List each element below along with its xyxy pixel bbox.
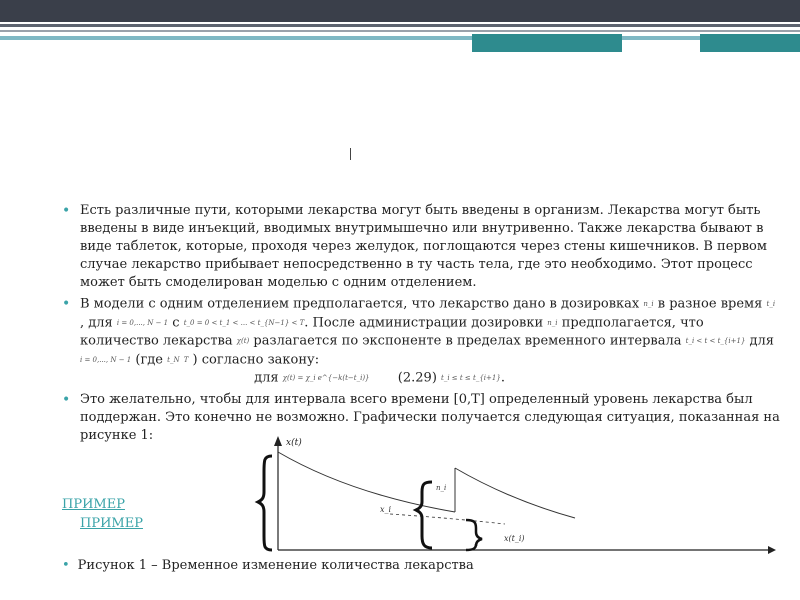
decay-curve-2: [455, 468, 575, 518]
text-fragment: предполагается, что количество лекарства: [80, 315, 704, 349]
paragraph-text: Это желательно, чтобы для интервала всего времени [0,T] определенный уровень лекарства был поддержан. Это конечно не возможно. Графически получается следующая ситуация, показанная на рисунке 1:: [80, 391, 780, 443]
text-fragment: разлагается по экспоненте в пределах временного интервала: [253, 333, 682, 349]
teal-decor-block-right: [700, 34, 800, 52]
top-decor-line-thin: [0, 30, 800, 32]
x-i-label: x_i: [380, 505, 392, 514]
bullet-paragraph-1: [62, 202, 782, 292]
text-fragment: ) согласно закону:: [192, 352, 320, 367]
figure-caption: [62, 558, 474, 573]
bullet-dot-icon: •: [62, 558, 70, 573]
teal-decor-block-left: [472, 34, 622, 52]
text-fragment: В модели с одним отделением предполагается, что лекарство дано в дозировках: [80, 296, 640, 312]
formula-image: t_0 = 0 < t_1 < ... < t_{N−1} < T: [183, 318, 305, 327]
threshold-dashed-line: [390, 514, 505, 524]
dose-brace-icon: [416, 482, 432, 548]
formula-image: i = 0,..., N − 1: [80, 355, 132, 364]
text-fragment: для: [749, 333, 775, 349]
teal-decor-strip: [0, 36, 800, 40]
formula-image: t_i: [766, 300, 776, 308]
example-link-2[interactable]: ПРИМЕР: [80, 516, 143, 531]
text-fragment: .: [500, 370, 505, 386]
formula-image: χ(t): [236, 337, 250, 345]
top-decor-line: [0, 24, 800, 27]
formula-image: n_i: [547, 318, 558, 327]
slide-content: [62, 202, 782, 448]
bullet-dot-icon: •: [62, 296, 71, 312]
formula-image: t_N: [167, 355, 180, 364]
text-fragment: с: [172, 315, 180, 330]
example-link-1[interactable]: ПРИМЕР: [62, 497, 125, 512]
formula-image: t_i < t < t_{i+1}: [685, 337, 746, 345]
right-brace-icon: [466, 520, 482, 550]
formula-image: χ(t) = χ_i e^{−k(t−t_i)}: [282, 374, 370, 382]
y-axis-arrow-icon: [274, 436, 282, 446]
top-decor-bar: [0, 0, 800, 22]
bullet-paragraph-2: [62, 295, 782, 388]
x-axis-arrow-icon: [768, 546, 776, 554]
formula-image: i = 0,..., N − 1: [116, 318, 169, 327]
text-fragment: в разное время: [657, 296, 763, 312]
formula-image: n_i: [643, 300, 654, 308]
bullet-dot-icon: •: [62, 391, 71, 408]
y-axis-label: x(t): [286, 438, 302, 448]
text-fragment: (где: [135, 352, 163, 367]
left-brace-icon: [258, 456, 272, 550]
cursor-mark: [350, 148, 351, 160]
text-fragment: . После администрации дозировки: [304, 315, 544, 330]
formula-image: t_i ≤ t ≤ t_{i+1}: [441, 374, 501, 382]
caption-text: Рисунок 1 – Временное изменение количества лекарства: [77, 558, 474, 573]
paragraph-text: Есть различные пути, которыми лекарства могут быть введены в организм. Лекарства могут быть введены в виде инъекций, вводимых внутримышечно или внутривенно. Также лекарства бывают в виде таблеток, которые, проходя через желудок, поглощаются через стены кишечников. В первом случае лекарство прибывает непосредственно в ту часть тела, где это необходимо. Этот процесс может быть смоделирован моделью с одним отделением.: [80, 203, 767, 290]
drug-decay-graph: [250, 432, 780, 562]
x-t-i-label: x(t_i): [504, 534, 525, 543]
text-fragment: для: [254, 370, 279, 386]
dose-label: n_i: [436, 484, 447, 492]
formula-image: T: [183, 355, 189, 364]
text-fragment: , для: [80, 315, 113, 330]
equation-number: (2.29): [397, 370, 437, 386]
bullet-dot-icon: •: [62, 203, 71, 219]
